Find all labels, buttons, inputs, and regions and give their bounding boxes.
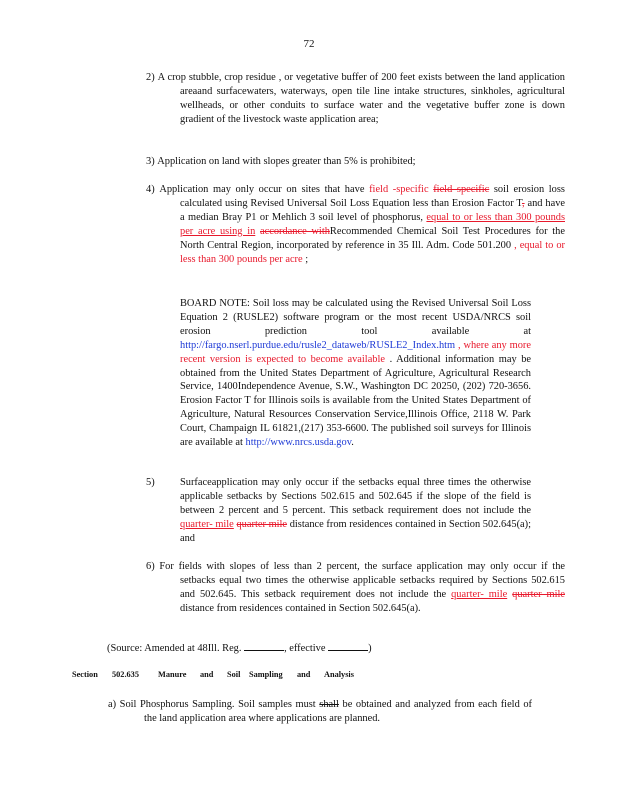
insertion-quarter-mile: quarter- mile	[180, 518, 234, 530]
item-6-label: 6)	[146, 561, 155, 572]
effective-date-blank	[328, 641, 368, 651]
item-4-text-1: Application may only occur on sites that have	[159, 184, 365, 195]
item-4-text-5: ;	[305, 253, 309, 265]
board-note-text-3: .	[351, 437, 354, 449]
subsection-a-text-1: Soil samples must	[238, 699, 316, 710]
source-text-3: )	[368, 643, 372, 654]
heading-word-soil: Soil	[227, 670, 241, 679]
insertion-300-pounds-tail: , equal to or less than 300 pounds per acre	[180, 239, 565, 265]
item-2	[146, 71, 565, 127]
insertion-field-specific: field -specific	[369, 184, 429, 195]
deletion-quarter-mile: quarter mile	[236, 518, 288, 530]
item-4	[146, 183, 565, 266]
subsection-a	[108, 698, 532, 726]
board-note	[180, 297, 531, 450]
item-5	[180, 476, 531, 546]
deletion-accordance-with: accordance with	[260, 225, 330, 237]
board-note-text-2: . Additional information may be obtained from the United States Department of Agriculture, Agricultural Research Service, 1400Independence Avenue, S.W., Washington DC 20250, (202) 720-3656. Erosion Factor T for Illinois soils is available from the United States Department of Agriculture, Natural Resources Conservation Service,Illinois Office, 2118 W. Park Court, Champaign IL 61821,(217) 353-6600. The published soil surveys for Illinois are available at	[180, 353, 531, 449]
item-4-label: 4)	[146, 184, 155, 195]
item-3-text: Application on land with slopes greater than 5% is prohibited;	[157, 156, 416, 167]
insertion-300-pounds: equal to or less than 300 pounds per acre using in	[180, 211, 565, 237]
subsection-a-text-2: be obtained and analyzed from each field of the land application area where applications are planned.	[144, 699, 533, 724]
subsection-a-label: a)	[108, 699, 117, 710]
item-4-text-2: soil erosion loss calculated using Revised Universal Soil Loss Equation less than Erosion Factor T	[180, 184, 565, 209]
source-text-2: , effective	[284, 643, 326, 654]
item-3-label: 3)	[146, 156, 155, 167]
source-note	[107, 641, 527, 656]
board-note-text-1: BOARD NOTE: Soil loss may be calculated using the Revised Universal Soil Loss Equation 2 (RUSLE2) software program or the most recent USDA/NRCS soil erosion prediction tool available at	[180, 298, 531, 337]
subsection-a-title: Soil Phosphorus Sampling.	[119, 699, 235, 710]
heading-word-and: and	[200, 670, 214, 679]
item-5-label: 5)	[146, 477, 155, 488]
item-6-text-2: distance from residences contained in Section 502.645(a).	[180, 602, 421, 614]
insertion-more-recent-version: , where any more recent version is expected to become available	[180, 339, 531, 365]
deletion-quarter-mile-6: quarter mile	[512, 588, 565, 600]
heading-word-sampling: Sampling	[249, 670, 283, 679]
deletion-comma: ,	[521, 197, 525, 209]
item-3	[146, 155, 565, 169]
item-6	[146, 560, 565, 616]
heading-word-manure: Manure	[158, 670, 187, 679]
section-word: Section	[72, 670, 98, 679]
rusle2-link[interactable]: http://fargo.nserl.purdue.edu/rusle2_dataweb/RUSLE2_Index.htm	[180, 339, 456, 351]
item-5-text-1: Surfaceapplication may only occur if the setbacks equal three times the otherwise applicable setbacks by Sections 502.615 and 502.645 if the slope of the field is between 2 percent and 5 percent. This setback requirement does not include the	[180, 477, 531, 516]
item-4-text-4: Recommended Chemical Soil Test Procedures for the North Central Region, incorporated by reference in 35 Ill. Adm. Code 501.200	[180, 225, 565, 251]
page-number: 72	[303, 38, 315, 50]
section-number: 502.635	[112, 670, 139, 679]
item-2-text: A crop stubble, crop residue , or vegetative buffer of 200 feet exists between the land application areaand surfacewaters, waterways, open tile line intake structures, sinkholes, agricultural wellheads, or other conduits to surface water and the vegetative buffer zone is down gradient of the livestock waste application area;	[157, 72, 565, 125]
source-text-1: (Source: Amended at 48Ill. Reg.	[107, 643, 242, 654]
item-5-text-2: distance from residences contained in Section 502.645(a); and	[180, 518, 531, 544]
item-4-text-3: and have a median Bray P1 or Mehlich 3 soil level of phosphorus,	[180, 197, 565, 223]
deletion-field-specific: field specific	[433, 184, 490, 195]
item-2-label: 2)	[146, 72, 155, 83]
insertion-quarter-mile-6: quarter- mile	[451, 588, 508, 600]
item-6-text-1: For fields with slopes of less than 2 percent, the surface application may only occur if the setbacks equal two times the otherwise applicable setbacks required by Sections 502.615 and 502.645. This setback requirement does not include the	[159, 561, 566, 600]
register-blank	[244, 641, 284, 651]
heading-word-and-2: and	[297, 670, 311, 679]
heading-word-analysis: Analysis	[324, 670, 354, 679]
deletion-shall: shall	[319, 699, 339, 710]
nrcs-link[interactable]: http://www.nrcs.usda.gov	[245, 437, 352, 449]
